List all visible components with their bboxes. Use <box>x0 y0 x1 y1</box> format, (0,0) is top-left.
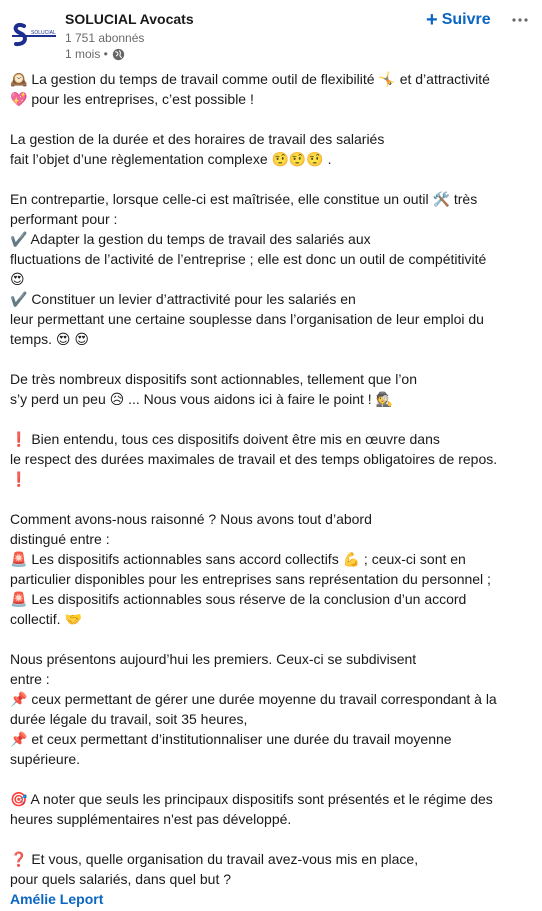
post-line: leur permettant une certaine souplesse dans l’organisation de leur emploi du <box>10 311 484 327</box>
post-line: Comment avons-nous raisonné ? Nous avons tout d’abord <box>10 511 372 527</box>
logo-text: SOLUCIAL <box>31 30 56 36</box>
ellipsis-icon <box>512 17 528 23</box>
post-line: 🚨 Les dispositifs actionnables sous réserve de la conclusion d’un accord <box>10 591 467 607</box>
post-line: ❗ <box>10 471 28 487</box>
post-line: heures supplémentaires n'est pas développé. <box>10 811 292 827</box>
post-line: Nous présentons aujourd’hui les premiers. Ceux-ci se subdivisent <box>10 651 417 667</box>
follow-button[interactable] <box>420 8 497 32</box>
blank-line <box>10 409 530 429</box>
post-line: s’y perd un peu 😥 ... Nous vous aidons ici à faire le point ! 🕵️ <box>10 391 393 407</box>
post-line: 🎯 A noter que seuls les principaux dispositifs sont présentés et le régime des <box>10 791 493 807</box>
post-line: le respect des durées maximales de travail et des temps obligatoires de repos. <box>10 451 498 467</box>
post-line: entre : <box>10 671 50 687</box>
followers-count: 1 751 abonnés <box>65 31 145 45</box>
post-line: 📌 ceux permettant de gérer une durée moyenne du travail correspondant à la <box>10 691 497 707</box>
post-meta <box>65 47 125 61</box>
post-line: fait l’objet d’une règlementation complexe 🤨🤨🤨 . <box>10 151 332 167</box>
blank-line <box>10 489 530 509</box>
follow-label: Suivre <box>441 11 491 28</box>
blank-line <box>10 829 530 849</box>
post-line: De très nombreux dispositifs sont actionnables, tellement que l’on <box>10 371 417 387</box>
post-time: 1 mois • <box>65 47 108 61</box>
post-line: pour quels salariés, dans quel but ? <box>10 871 232 887</box>
post-line: collectif. 🤝 <box>10 611 82 627</box>
post-line: La gestion de la durée et des horaires de travail des salariés <box>10 131 385 147</box>
blank-line <box>10 349 530 369</box>
post-line: 🚨 Les dispositifs actionnables sans accord collectifs 💪 ; ceux-ci sont en <box>10 551 466 567</box>
post-line: ❗ Bien entendu, tous ces dispositifs doivent être mis en œuvre dans <box>10 431 440 447</box>
post-line: ✔️ Constituer un levier d’attractivité pour les salariés en <box>10 291 356 307</box>
company-logo[interactable] <box>10 20 58 50</box>
post-line: performant pour : <box>10 211 118 227</box>
post-line: durée légale du travail, soit 35 heures, <box>10 711 248 727</box>
post-line: ✔️ Adapter la gestion du temps de travail des salariés aux <box>10 231 371 247</box>
more-options-button[interactable] <box>508 8 532 32</box>
post-line: En contrepartie, lorsque celle-ci est maîtrisée, elle constitue un outil 🛠️ très <box>10 191 478 207</box>
post-text <box>10 69 530 909</box>
post-line: 🕰️ La gestion du temps de travail comme outil de flexibilité 🤸 et d’attractivité <box>10 71 490 87</box>
blank-line <box>10 169 530 189</box>
blank-line <box>10 109 530 129</box>
post-line: fluctuations de l’activité de l’entreprise ; elle est donc un outil de compétitivité <box>10 251 487 267</box>
post-line: distingué entre : <box>10 531 110 547</box>
post-line: 💖 pour les entreprises, c’est possible ! <box>10 91 254 107</box>
author-mention-link[interactable]: Amélie Leport <box>10 891 104 907</box>
post-line: supérieure. <box>10 751 81 767</box>
company-name[interactable]: SOLUCIAL Avocats <box>65 11 194 27</box>
post-header <box>0 0 542 70</box>
post-line: 📌 et ceux permettant d’institutionnaliser une durée du travail moyenne <box>10 731 452 747</box>
blank-line <box>10 769 530 789</box>
blank-line <box>10 629 530 649</box>
plus-icon: + <box>426 9 438 31</box>
post-line: ❓ Et vous, quelle organisation du travail avez-vous mis en place, <box>10 851 419 867</box>
post-line: temps. 😍 😍 <box>10 331 89 347</box>
globe-icon <box>112 48 125 61</box>
post-line: 😍 <box>10 271 25 287</box>
post-line: particulier disponibles pour les entreprises sans représentation du personnel ; <box>10 571 491 587</box>
